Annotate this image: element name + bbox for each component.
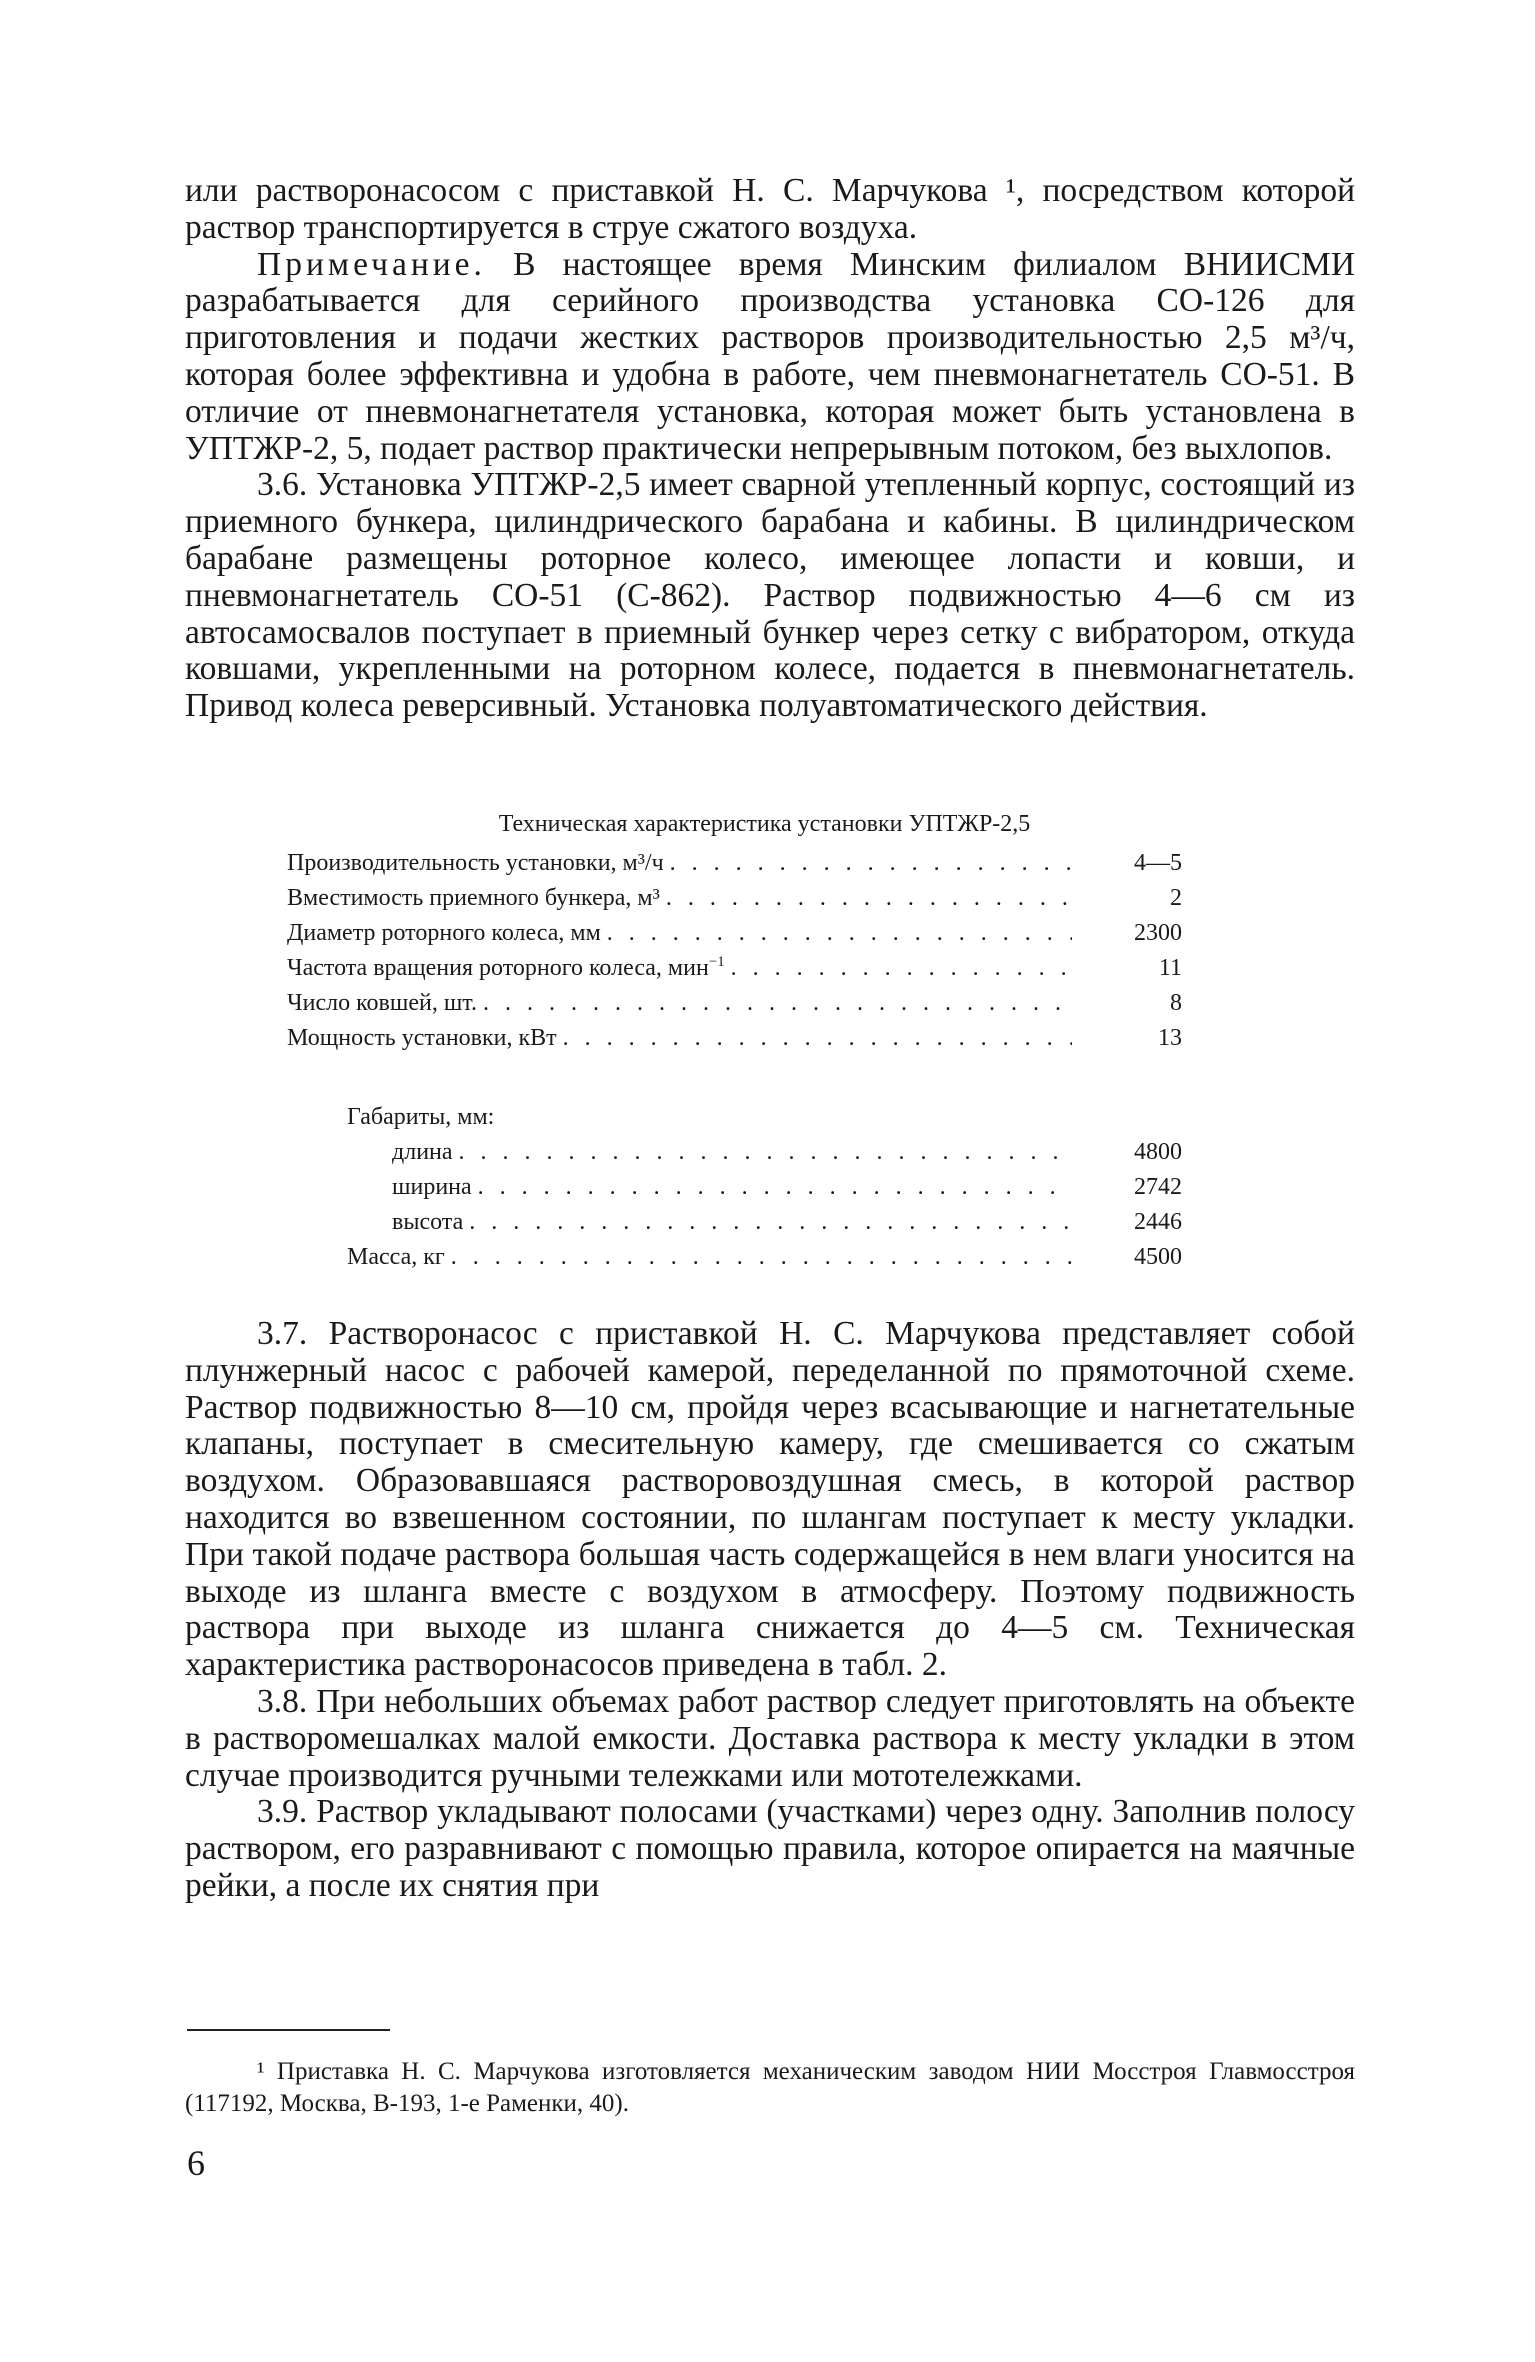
leader-dots <box>453 1135 1072 1170</box>
spec-label: Диаметр роторного колеса, мм <box>287 920 601 946</box>
spec-value: 8 <box>1170 990 1182 1016</box>
leader-dots <box>664 846 1072 881</box>
spec-value: 4500 <box>1134 1244 1182 1270</box>
leader-dots <box>601 916 1072 951</box>
leader-dots <box>445 1240 1072 1275</box>
spec-row <box>287 1021 1182 1056</box>
tech-spec-title: Техническая характеристика установки УПТЖР-2,5 <box>498 811 1031 837</box>
paragraph-3-8: 3.8. При небольших объемах работ раствор следует приготовлять на объекте в растворомешалках малой емкости. Доставка раствора к месту укладки в этом случае производится ручными тележками или мототележками. <box>185 1682 1355 1794</box>
spec-value: 13 <box>1158 1025 1182 1051</box>
spec-row <box>347 1240 1182 1275</box>
spec-row <box>287 951 1182 986</box>
spec-label: Производительность установки, м³/ч <box>287 850 664 876</box>
leader-dots <box>472 1170 1072 1205</box>
paragraph-intro: или растворонасосом с приставкой Н. С. Марчукова ¹, посредством которой раствор транспортируется в струе сжатого воздуха. <box>185 172 1355 246</box>
paragraph-3-6: 3.6. Установка УПТЖР-2,5 имеет сварной утепленный корпус, состоящий из приемного бункера, цилиндрического барабана и кабины. В цилиндрическом барабане размещены роторное колесо, имеющее лопасти и ковши, и пневмонагнетатель СО-51 (С-862). Раствор подвижностью 4—6 см из автосамосвалов поступает в приемный бункер через сетку с вибратором, откуда ковшами, укрепленными на роторном колесе, подается в пневмонагнетатель. Привод колеса реверсивный. Установка полуавтоматического действия. <box>185 466 1355 725</box>
spec-label: высота <box>392 1209 464 1235</box>
page-number: 6 <box>187 2143 205 2183</box>
spec-value: 4800 <box>1134 1139 1182 1165</box>
spec-value: 2300 <box>1134 920 1182 946</box>
dimensions-block <box>287 1100 1182 1275</box>
spec-label: Мощность установки, кВт <box>287 1025 557 1051</box>
spec-row <box>347 1135 1182 1170</box>
spec-row <box>287 881 1182 916</box>
spec-value: 2 <box>1170 885 1182 911</box>
footnote-divider <box>187 2029 390 2031</box>
spec-label: Масса, кг <box>347 1244 445 1270</box>
spec-row <box>287 846 1182 881</box>
leader-dots <box>463 1205 1072 1240</box>
spec-value: 4—5 <box>1134 850 1182 876</box>
spec-label: длина <box>392 1139 453 1165</box>
leader-dots <box>557 1021 1072 1056</box>
spec-row <box>347 1205 1182 1240</box>
footnote: ¹ Приставка Н. С. Марчукова изготовляется механическим заводом НИИ Мосстроя Главмосстроя (117192, Москва, В-193, 1-е Раменки, 40). <box>185 2058 1355 2117</box>
spec-label-text: Частота вращения роторного колеса, мин <box>287 955 709 981</box>
paragraph-3-7: 3.7. Растворонасос с приставкой Н. С. Марчукова представляет собой плунжерный насос с рабочей камерой, переделанной по прямоточной схеме. Раствор подвижностью 8—10 см, пройдя через всасывающие и нагнетательные клапаны, поступает в смесительную камеру, где смешивается со сжатым воздухом. Образовавшаяся растворовоздушная смесь, в которой раствор находится во взвешенном состоянии, по шлангам поступает к месту укладки. При такой подаче раствора большая часть содержащейся в нем влаги уносится на выходе из шланга вместе с воздухом в атмосферу. Поэтому подвижность раствора при выходе из шланга снижается до 4—5 см. Техническая характеристика растворонасосов приведена в табл. 2. <box>185 1315 1355 1684</box>
spec-value: 2446 <box>1134 1209 1182 1235</box>
tech-spec-table <box>287 807 1182 1275</box>
leader-dots <box>477 986 1072 1021</box>
leader-dots <box>725 951 1072 986</box>
note-body: В настоящее время Минским филиалом ВНИИСМИ разрабатывается для серийного производства установка СО-126 для приготовления и подачи жестких растворов производительностью 2,5 м³/ч, которая более эффективна и удобна в работе, чем пневмонагнетатель СО-51. В отличие от пневмонагнетателя установка, которая может быть установлена в УПТЖР-2, 5, подает раствор практически непрерывным потоком, без выхлопов. <box>185 245 1356 467</box>
leader-dots <box>660 881 1072 916</box>
spec-value: 2742 <box>1134 1174 1182 1200</box>
spec-label <box>287 951 725 986</box>
bottom-text-block <box>185 1316 1355 1905</box>
spec-label: Число ковшей, шт. <box>287 990 477 1016</box>
note-label: Примечание. <box>257 245 486 283</box>
spec-row <box>287 986 1182 1021</box>
top-text-block <box>185 173 1355 725</box>
dimensions-heading: Габариты, мм: <box>347 1104 495 1130</box>
spec-row <box>347 1170 1182 1205</box>
paragraph-note <box>185 247 1355 468</box>
spec-label-exponent: −1 <box>708 954 725 970</box>
spec-row <box>287 916 1182 951</box>
spec-label: Вместимость приемного бункера, м³ <box>287 885 660 911</box>
paragraph-3-9: 3.9. Раствор укладывают полосами (участками) через одну. Заполнив полосу раствором, его разравнивают с помощью правила, которое опирается на маячные рейки, а после их снятия при <box>185 1793 1355 1904</box>
spec-value: 11 <box>1158 955 1182 981</box>
spec-label: ширина <box>392 1174 472 1200</box>
